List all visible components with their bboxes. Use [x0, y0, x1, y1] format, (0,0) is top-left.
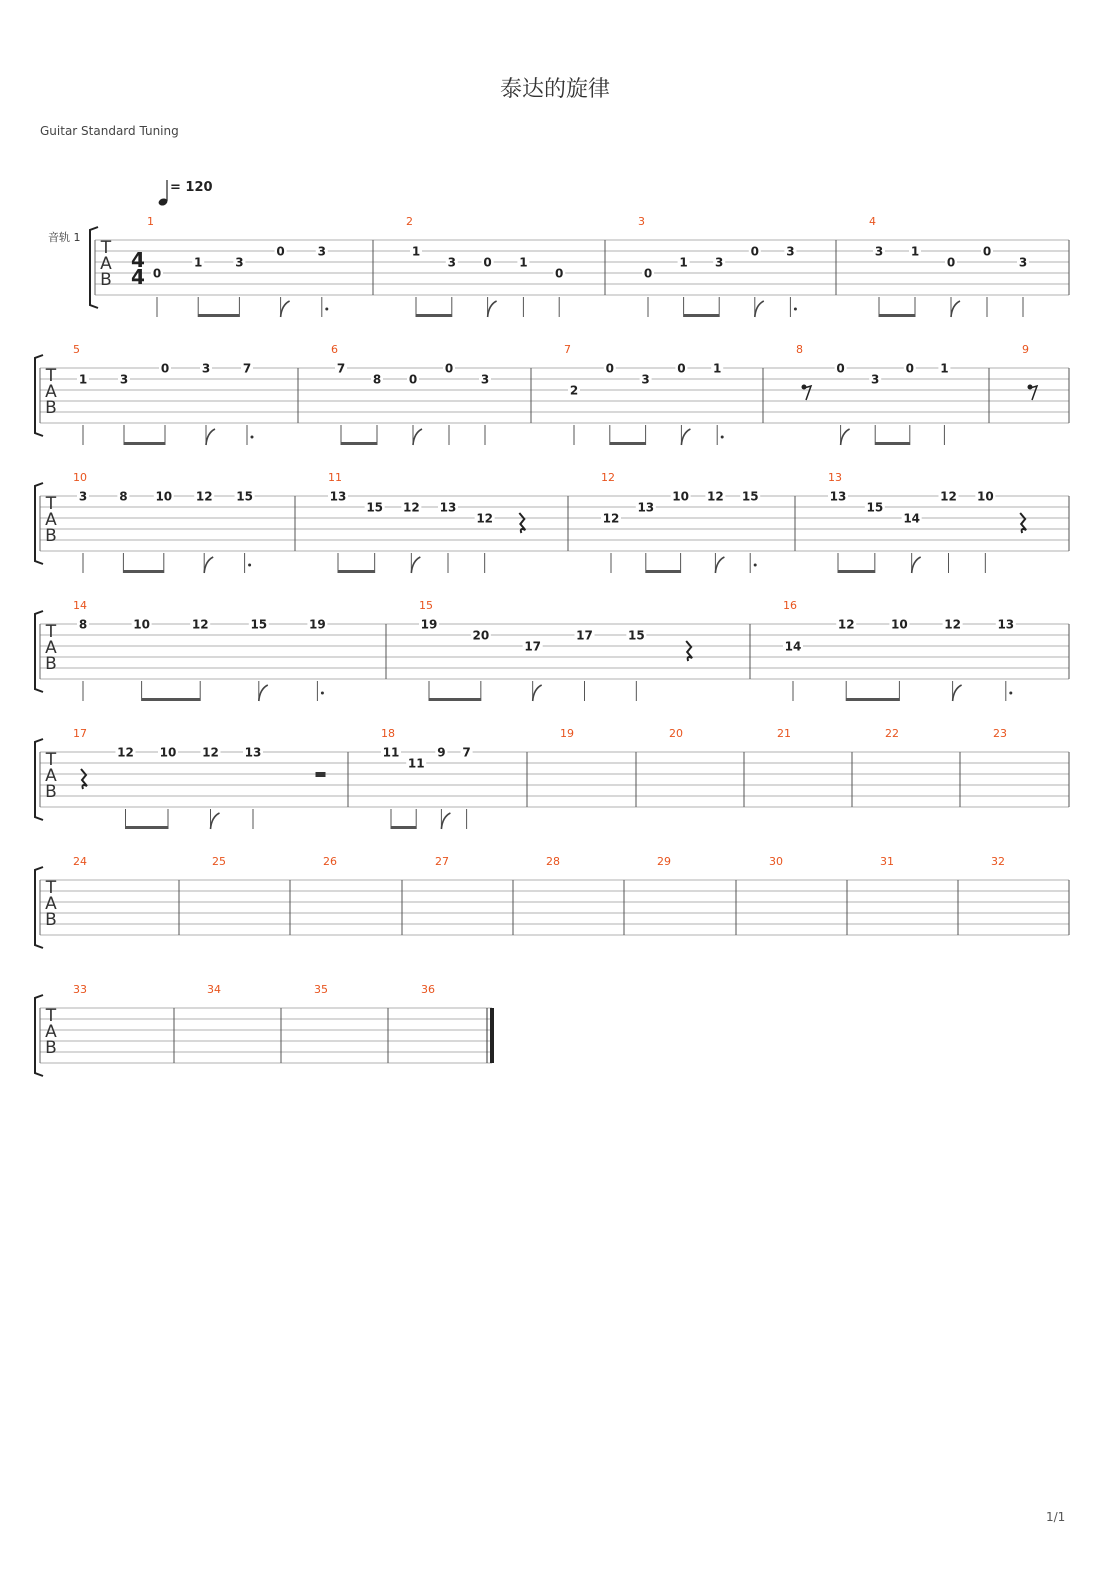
measure-number: 5	[73, 343, 80, 356]
dot	[325, 308, 328, 311]
fret-number: 17	[576, 628, 593, 643]
tab-system	[90, 215, 1069, 317]
eighth-flag	[411, 557, 420, 573]
beam	[341, 442, 377, 445]
fret-number: 12	[191, 617, 209, 632]
measure-number: 29	[657, 855, 671, 868]
fret-number: 3	[871, 372, 880, 387]
tab-clef-letter: A	[45, 894, 57, 914]
beam	[875, 442, 910, 445]
fret-number: 14	[903, 511, 921, 526]
fret-number: 20	[472, 628, 490, 643]
measure-number: 10	[73, 471, 87, 484]
measure-number: 21	[777, 727, 791, 740]
beam	[198, 314, 239, 317]
measure-number: 34	[207, 983, 221, 996]
tab-system	[35, 727, 1069, 829]
fret-number: 1	[940, 361, 949, 376]
final-barline-thick	[490, 1008, 494, 1063]
measure-number: 14	[73, 599, 87, 612]
fret-number: 10	[891, 617, 908, 632]
track-name: 音轨 1	[48, 231, 81, 244]
tab-clef-letter: A	[45, 1022, 57, 1042]
measure-number: 9	[1022, 343, 1029, 356]
beam	[123, 570, 163, 573]
dot	[794, 308, 797, 311]
fret-number: 2	[569, 383, 579, 398]
fret-number: 0	[750, 244, 759, 259]
eighth-flag	[211, 813, 220, 829]
fret-number: 7	[462, 745, 471, 760]
measure-number: 11	[328, 471, 342, 484]
measure-number: 36	[421, 983, 435, 996]
fret-number: 0	[605, 361, 614, 376]
measure-number: 15	[419, 599, 433, 612]
fret-number: 1	[519, 255, 528, 270]
tab-clef-letter: B	[45, 782, 57, 802]
fret-number: 19	[420, 617, 438, 632]
tab-system	[35, 599, 1069, 701]
measure-number: 28	[546, 855, 560, 868]
fret-number: 15	[366, 500, 384, 515]
fret-number: 0	[946, 255, 956, 270]
quarter-rest	[1020, 513, 1026, 533]
eighth-rest	[1030, 386, 1037, 400]
measure-number: 17	[73, 727, 87, 740]
fret-number: 10	[159, 745, 177, 760]
fret-number: 12	[707, 489, 724, 504]
fret-number: 8	[372, 372, 382, 387]
fret-number: 1	[713, 361, 722, 376]
measure-number: 16	[783, 599, 797, 612]
fret-number: 7	[336, 361, 346, 376]
fret-number: 3	[715, 255, 724, 270]
tab-system	[35, 343, 1069, 445]
fret-number: 0	[643, 266, 653, 281]
system-bracket	[90, 227, 98, 308]
fret-number: 3	[1018, 255, 1028, 270]
fret-number: 0	[160, 361, 170, 376]
tab-clef-letter: A	[45, 638, 57, 658]
dot	[754, 564, 757, 567]
tab-clef-letter: B	[45, 910, 57, 930]
measure-number: 33	[73, 983, 87, 996]
tab-clef-letter: T	[45, 750, 57, 770]
fret-number: 10	[133, 617, 150, 632]
fret-number: 3	[786, 244, 795, 259]
eighth-flag	[206, 429, 215, 445]
system-bracket	[35, 995, 43, 1076]
fret-number: 0	[982, 244, 992, 259]
measure-number: 32	[991, 855, 1005, 868]
tab-clef-letter: A	[45, 766, 57, 786]
tab-clef-letter: T	[45, 1006, 57, 1026]
tab-clef-letter: B	[45, 1038, 57, 1058]
tab-clef-letter: T	[45, 622, 57, 642]
eighth-flag	[413, 429, 422, 445]
fret-number: 3	[235, 255, 244, 270]
measure-number: 2	[406, 215, 413, 228]
beam	[429, 698, 481, 701]
eighth-flag	[755, 301, 764, 317]
fret-number: 12	[117, 745, 134, 760]
fret-number: 3	[78, 489, 88, 504]
fret-number: 1	[679, 255, 688, 270]
fret-number: 12	[202, 745, 219, 760]
measure-number: 23	[993, 727, 1007, 740]
quarter-rest	[519, 513, 525, 533]
dot	[251, 436, 254, 439]
tuning-label: Guitar Standard Tuning	[40, 124, 179, 138]
tab-system	[35, 471, 1069, 573]
fret-number: 11	[382, 745, 400, 760]
measure-number: 13	[828, 471, 842, 484]
fret-number: 12	[837, 617, 855, 632]
fret-number: 13	[329, 489, 347, 504]
page-number: 1/1	[1046, 1510, 1066, 1524]
fret-number: 15	[866, 500, 884, 515]
fret-number: 0	[905, 361, 914, 376]
measure-number: 31	[880, 855, 894, 868]
tab-system	[35, 983, 494, 1076]
eighth-flag	[488, 301, 497, 317]
tab-clef-letter: T	[45, 494, 57, 514]
system-bracket	[35, 739, 43, 820]
measure-number: 35	[314, 983, 328, 996]
fret-number: 15	[741, 489, 759, 504]
fret-number: 3	[641, 372, 650, 387]
eighth-flag	[441, 813, 450, 829]
tab-clef-letter: B	[45, 654, 57, 674]
fret-number: 8	[78, 617, 88, 632]
measure-number: 8	[796, 343, 803, 356]
beam	[416, 314, 452, 317]
tab-clef-letter: B	[45, 398, 57, 418]
tab-clef-letter: A	[45, 382, 57, 402]
fret-number: 3	[201, 361, 211, 376]
measure-number: 7	[564, 343, 571, 356]
fret-number: 7	[242, 361, 252, 376]
eighth-flag	[533, 685, 542, 701]
tab-clef-letter: A	[100, 254, 112, 274]
system-bracket	[35, 611, 43, 692]
measure-number: 27	[435, 855, 449, 868]
measure-number: 22	[885, 727, 899, 740]
fret-number: 0	[408, 372, 418, 387]
beam	[684, 314, 720, 317]
fret-number: 10	[672, 489, 689, 504]
fret-number: 10	[155, 489, 173, 504]
fret-number: 8	[119, 489, 128, 504]
fret-number: 1	[194, 255, 203, 270]
fret-number: 12	[476, 511, 494, 526]
measure-number: 12	[601, 471, 615, 484]
measure-number: 19	[560, 727, 574, 740]
dot	[1009, 692, 1012, 695]
beam	[126, 826, 169, 829]
quarter-rest	[81, 769, 87, 789]
eighth-flag	[841, 429, 850, 445]
beam	[646, 570, 681, 573]
fret-number: 11	[407, 756, 425, 771]
fret-number: 3	[447, 255, 456, 270]
tab-clef-letter: A	[45, 510, 57, 530]
fret-number: 3	[317, 244, 326, 259]
fret-number: 1	[910, 244, 920, 259]
fret-number: 0	[444, 361, 454, 376]
fret-number: 15	[250, 617, 268, 632]
beam	[124, 442, 165, 445]
measure-number: 25	[212, 855, 226, 868]
tab-clef-letter: B	[100, 270, 112, 290]
eighth-flag	[715, 557, 724, 573]
fret-number: 12	[940, 489, 957, 504]
eighth-flag	[953, 685, 962, 701]
beam	[338, 570, 375, 573]
fret-number: 12	[195, 489, 213, 504]
system-bracket	[35, 355, 43, 436]
eighth-rest	[804, 386, 811, 400]
measure-number: 26	[323, 855, 337, 868]
fret-number: 0	[483, 255, 492, 270]
fret-number: 15	[236, 489, 253, 504]
fret-number: 12	[602, 511, 620, 526]
measure-number: 24	[73, 855, 87, 868]
tab-system	[35, 855, 1069, 948]
measure-number: 3	[638, 215, 645, 228]
fret-number: 0	[836, 361, 845, 376]
tab-clef-letter: T	[45, 366, 57, 386]
system-bracket	[35, 867, 43, 948]
fret-number: 1	[78, 372, 88, 387]
fret-number: 15	[627, 628, 645, 643]
fret-number: 13	[997, 617, 1015, 632]
fret-number: 13	[829, 489, 847, 504]
measure-number: 18	[381, 727, 395, 740]
fret-number: 19	[309, 617, 326, 632]
measure-number: 4	[869, 215, 876, 228]
beam	[846, 698, 899, 701]
fret-number: 14	[784, 639, 802, 654]
measure-number: 20	[669, 727, 683, 740]
fret-number: 13	[637, 500, 655, 515]
quarter-rest	[686, 641, 692, 661]
tab-clef-letter: T	[45, 878, 57, 898]
dot	[721, 436, 724, 439]
dot	[321, 692, 324, 695]
fret-number: 0	[276, 244, 285, 259]
fret-number: 17	[524, 639, 542, 654]
eighth-flag	[204, 557, 213, 573]
eighth-flag	[281, 301, 290, 317]
beam	[610, 442, 646, 445]
dot	[248, 564, 251, 567]
tab-clef-letter: B	[45, 526, 57, 546]
beam	[142, 698, 201, 701]
fret-number: 9	[437, 745, 446, 760]
measure-number: 1	[147, 215, 154, 228]
eighth-flag	[951, 301, 960, 317]
fret-number: 12	[402, 500, 420, 515]
fret-number: 10	[976, 489, 994, 504]
fret-number: 1	[411, 244, 421, 259]
time-signature-bottom: 4	[131, 265, 145, 289]
tab-clef-letter: T	[100, 238, 112, 258]
eighth-flag	[681, 429, 690, 445]
beam	[879, 314, 915, 317]
time-signature-top: 4	[131, 248, 145, 272]
fret-number: 3	[119, 372, 129, 387]
eighth-flag	[912, 557, 921, 573]
system-bracket	[35, 483, 43, 564]
fret-number: 12	[944, 617, 961, 632]
fret-number: 13	[244, 745, 262, 760]
fret-number: 0	[152, 266, 162, 281]
fret-number: 13	[439, 500, 457, 515]
eighth-flag	[259, 685, 268, 701]
half-rest	[316, 772, 326, 777]
measure-number: 6	[331, 343, 338, 356]
measure-number: 30	[769, 855, 783, 868]
fret-number: 0	[555, 266, 564, 281]
beam	[391, 826, 416, 829]
fret-number: 3	[480, 372, 490, 387]
fret-number: 3	[874, 244, 884, 259]
page-title: 泰达的旋律	[499, 77, 610, 102]
fret-number: 0	[677, 361, 686, 376]
beam	[838, 570, 875, 573]
tempo-value: = 120	[170, 180, 213, 195]
